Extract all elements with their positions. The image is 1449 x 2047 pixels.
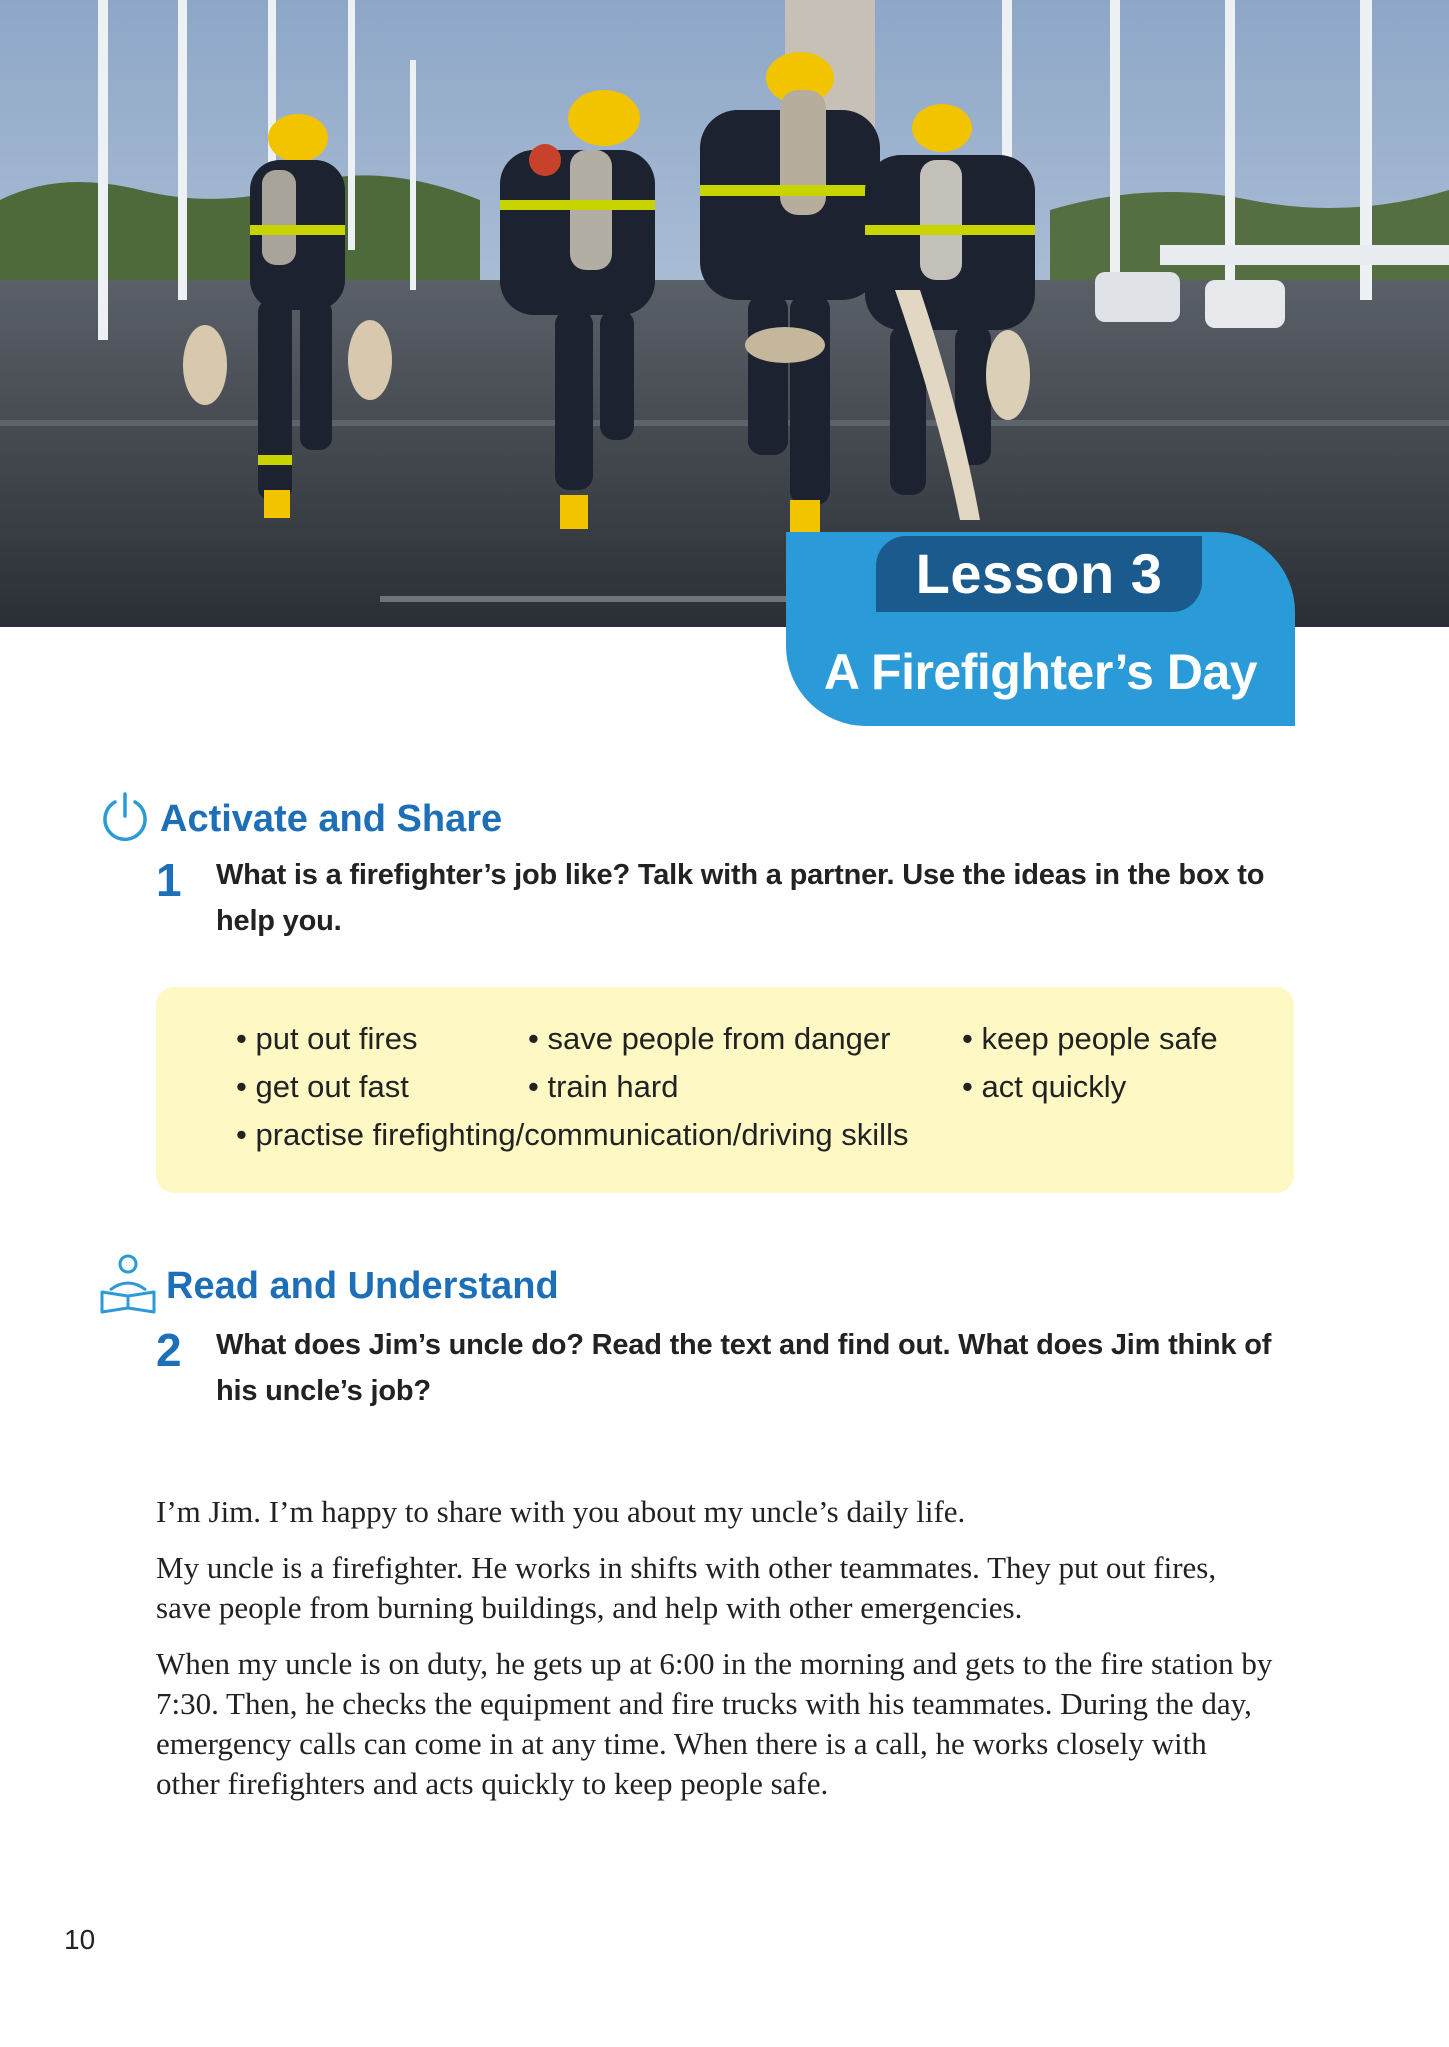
section-heading-activate: Activate and Share — [160, 798, 503, 840]
task-instruction: What is a firefighter’s job like? Talk with a partner. Use the ideas in the box to help you. — [216, 859, 1265, 937]
idea-item: • train hard — [528, 1069, 678, 1105]
ideas-box — [156, 987, 1294, 1193]
idea-item: • get out fast — [236, 1069, 409, 1105]
reading-paragraph: When my uncle is on duty, he gets up at 6:00 in the morning and gets to the fire station by 7:30. Then, he checks the equipment and fire trucks with his teammates. During the day, emergency calls can come in at any time. When there is a call, he works closely with other firefighters and acts quickly to keep people safe. — [156, 1646, 1273, 1801]
reading-paragraph: I’m Jim. I’m happy to share with you about my uncle’s daily life. — [156, 1494, 966, 1529]
page-number: 10 — [64, 1924, 96, 1955]
reader-icon — [98, 1252, 158, 1321]
section-heading-read: Read and Understand — [166, 1265, 559, 1307]
idea-item: • practise firefighting/communication/driving skills — [236, 1117, 908, 1153]
lesson-title: A Firefighter’s Day — [823, 644, 1258, 700]
reading-text — [156, 1492, 1276, 1820]
idea-item: • save people from danger — [528, 1021, 890, 1057]
idea-item: • act quickly — [962, 1069, 1126, 1105]
lesson-number-label: Lesson 3 — [876, 536, 1202, 612]
idea-item: • put out fires — [236, 1021, 417, 1057]
reading-paragraph: My uncle is a firefighter. He works in shifts with other teammates. They put out fires, save people from burning buildings, and help with other emergencies. — [156, 1550, 1217, 1625]
idea-item: • keep people safe — [962, 1021, 1218, 1057]
section-read-and-understand — [98, 1252, 559, 1321]
task-2 — [156, 1322, 1306, 1414]
power-icon — [98, 790, 152, 849]
task-instruction: What does Jim’s uncle do? Read the text and find out. What does Jim think of his uncle’s job? — [216, 1329, 1272, 1407]
task-number: 1 — [156, 854, 182, 906]
task-1 — [156, 852, 1306, 944]
section-activate-and-share — [98, 790, 502, 849]
task-number: 2 — [156, 1324, 182, 1376]
